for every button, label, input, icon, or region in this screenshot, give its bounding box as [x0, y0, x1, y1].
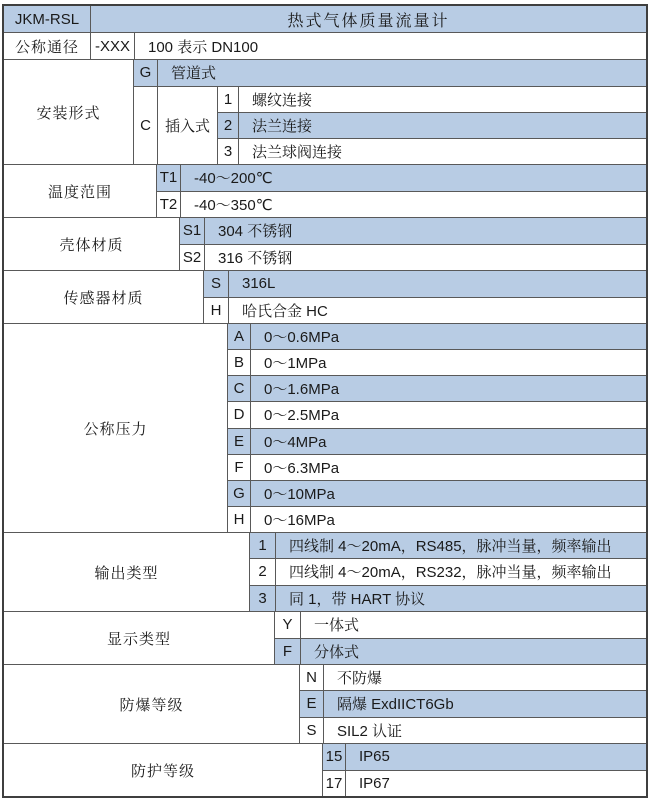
code-cell: T2 — [157, 192, 181, 218]
desc-cell: 0～1MPa — [264, 355, 327, 373]
desc-cell: 不防爆 — [337, 670, 383, 688]
desc-cell: SIL2 认证 — [337, 722, 403, 740]
section-explosion-proof-grade — [4, 665, 646, 744]
desc-cell: 304 不锈钢 — [218, 223, 293, 241]
code-cell: 15 — [323, 744, 346, 770]
desc-cell: 100 表示 DN100 — [148, 38, 259, 56]
desc-cell: 0～6.3MPa — [264, 459, 340, 477]
code-cell: 2 — [250, 559, 276, 584]
subgroup-name-cell: 插入式 — [158, 87, 218, 164]
section-label-display-type: 显示类型 — [4, 612, 275, 664]
table-row — [250, 586, 646, 611]
table-row — [218, 113, 646, 139]
table-row — [228, 429, 646, 455]
table-row — [323, 771, 646, 797]
table-row — [157, 165, 646, 192]
table-row — [300, 691, 646, 717]
section-display-type — [4, 612, 646, 665]
desc-cell: 法兰球阀连接 — [252, 143, 343, 161]
desc-cell: 0～2.5MPa — [264, 407, 340, 425]
table-row — [218, 87, 646, 113]
code-cell: E — [300, 691, 324, 716]
table-row — [228, 350, 646, 376]
table-row — [218, 139, 646, 164]
section-housing-material — [4, 218, 646, 271]
code-cell: F — [228, 455, 251, 480]
table-row — [275, 612, 646, 639]
table-row — [275, 639, 646, 665]
section-label-temperature-range: 温度范围 — [4, 165, 157, 217]
desc-cell: 0～0.6MPa — [264, 329, 340, 347]
code-cell: 17 — [323, 771, 346, 797]
section-label-output-type: 输出类型 — [4, 533, 250, 611]
section-temperature-range — [4, 165, 646, 218]
table-row — [228, 481, 646, 507]
table-row — [323, 744, 646, 771]
desc-cell: -40～350℃ — [194, 196, 273, 214]
code-cell: S1 — [180, 218, 205, 244]
desc-cell: 法兰连接 — [252, 117, 313, 135]
code-cell: A — [228, 324, 251, 349]
table-row — [228, 324, 646, 350]
code-cell: S2 — [180, 245, 205, 271]
section-label-housing-material: 壳体材质 — [4, 218, 180, 270]
code-cell: N — [300, 665, 324, 690]
desc-cell: IP67 — [359, 774, 390, 792]
desc-cell: 0～10MPa — [264, 485, 335, 503]
table-title: 热式气体质量流量计 — [287, 12, 450, 30]
section-nominal-pressure — [4, 324, 646, 533]
table-row — [228, 507, 646, 532]
desc-cell: 一体式 — [314, 617, 360, 635]
section-label-nominal-pressure: 公称压力 — [4, 324, 228, 532]
section-label-nominal-diameter: 公称通径 — [4, 33, 91, 59]
table-row — [204, 298, 646, 324]
table-row — [180, 218, 646, 245]
code-cell: 3 — [250, 586, 276, 611]
section-label-installation-type: 安装形式 — [4, 60, 134, 164]
table-row — [300, 665, 646, 691]
table-row — [204, 271, 646, 298]
section-nominal-diameter — [4, 33, 646, 60]
section-label-protection-grade: 防护等级 — [4, 744, 323, 796]
desc-cell: 316L — [242, 275, 276, 293]
desc-cell: 0～4MPa — [264, 433, 327, 451]
table-row — [228, 402, 646, 428]
desc-cell: -40～200℃ — [194, 170, 273, 188]
code-cell: B — [228, 350, 251, 375]
table-row — [157, 192, 646, 218]
desc-cell: 隔爆 ExdIICT6Gb — [337, 696, 454, 714]
code-cell: Y — [275, 612, 301, 638]
desc-cell: 0～1.6MPa — [264, 381, 340, 399]
code-cell: 3 — [218, 139, 239, 164]
code-cell: E — [228, 429, 251, 454]
section-protection-grade — [4, 744, 646, 796]
code-cell: H — [228, 507, 251, 532]
header-row — [4, 6, 646, 33]
table-row — [300, 718, 646, 743]
table-row — [134, 60, 646, 87]
desc-cell: 管道式 — [171, 65, 217, 83]
desc-cell: 同 1，带 HART 协议 — [289, 590, 426, 608]
desc-cell: 四线制 4～20mA，RS232，脉冲当量，频率输出 — [289, 564, 612, 582]
code-cell: C — [134, 87, 158, 164]
section-label-explosion-proof-grade: 防爆等级 — [4, 665, 300, 743]
code-cell: D — [228, 402, 251, 427]
code-cell: F — [275, 639, 301, 665]
desc-cell: 哈氏合金 HC — [242, 302, 328, 320]
code-cell: 1 — [250, 533, 276, 558]
code-cell: G — [228, 481, 251, 506]
section-output-type — [4, 533, 646, 612]
desc-cell: 螺纹连接 — [252, 91, 313, 109]
section-installation-type — [4, 60, 646, 165]
table-row — [180, 245, 646, 271]
desc-cell: 0～16MPa — [264, 511, 335, 529]
code-cell: G — [134, 60, 158, 86]
desc-cell: 316 不锈钢 — [218, 249, 293, 267]
code-cell: S — [204, 271, 229, 297]
table-row — [228, 455, 646, 481]
table-row — [91, 33, 646, 59]
insertion-subgroup — [134, 87, 646, 164]
code-cell: 1 — [218, 87, 239, 112]
code-cell: 2 — [218, 113, 239, 138]
table-row — [250, 559, 646, 585]
code-cell: T1 — [157, 165, 181, 191]
model-selection-table — [2, 4, 648, 798]
desc-cell: IP65 — [359, 748, 390, 766]
code-cell: -XXX — [91, 33, 135, 59]
desc-cell: 四线制 4～20mA，RS485，脉冲当量，频率输出 — [289, 538, 612, 556]
code-cell: S — [300, 718, 324, 743]
table-row — [228, 376, 646, 402]
table-row — [250, 533, 646, 559]
code-cell: C — [228, 376, 251, 401]
code-cell: H — [204, 298, 229, 324]
model-code-cell: JKM-RSL — [4, 6, 91, 32]
section-sensor-material — [4, 271, 646, 324]
section-label-sensor-material: 传感器材质 — [4, 271, 204, 323]
desc-cell: 分体式 — [314, 643, 360, 661]
